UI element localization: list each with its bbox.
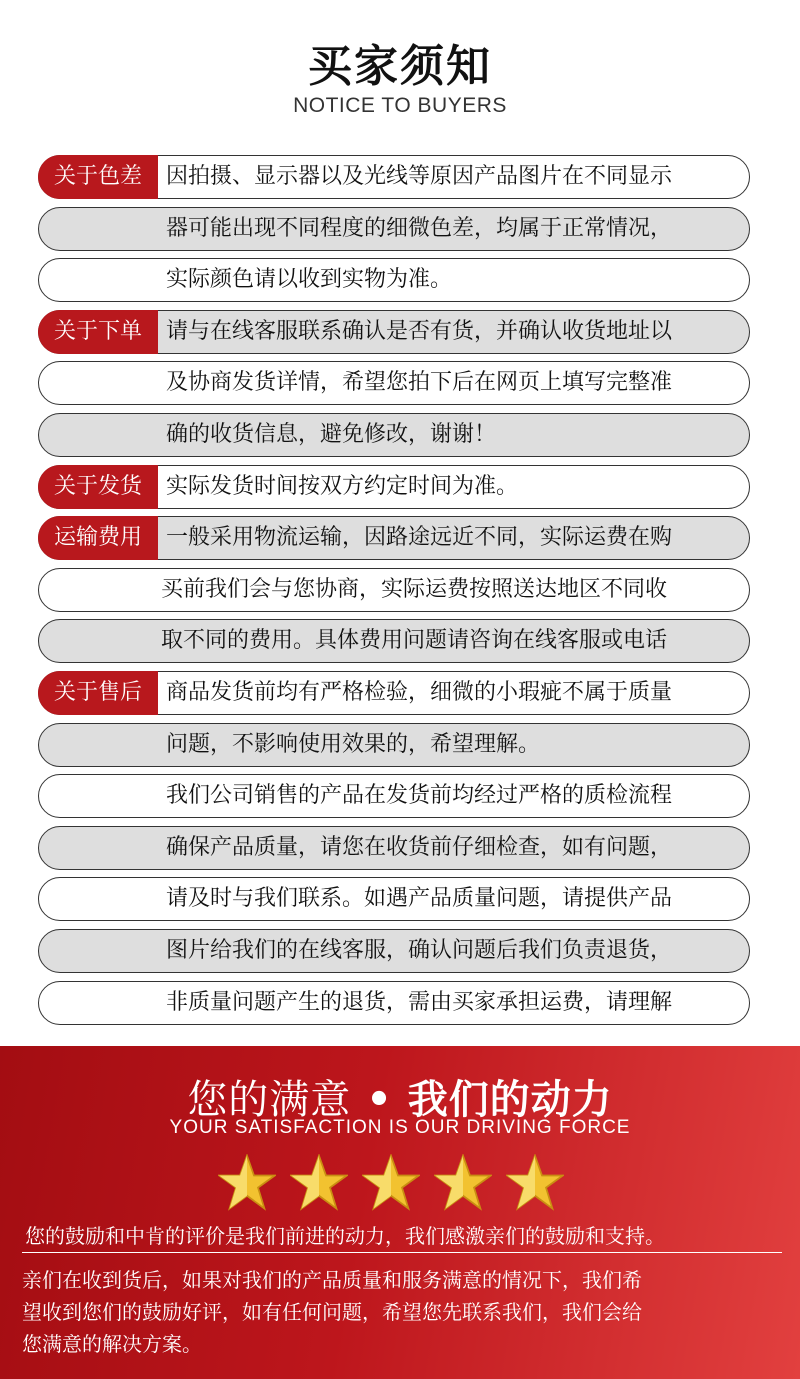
notice-row: [38, 207, 750, 251]
row-label-ordering: 关于下单: [38, 310, 158, 354]
notice-row: [38, 155, 750, 199]
row-text: 一般采用物流运输，因路途远近不同，实际运费在购: [166, 525, 673, 551]
star-icon: [506, 1154, 564, 1212]
row-label-shipping: 关于发货: [38, 465, 158, 509]
banner-paragraph: [22, 1264, 772, 1360]
banner-thanks-line: 您的鼓励和中肯的评价是我们前进的动力，我们感激亲们的鼓励和支持。: [25, 1224, 665, 1248]
row-text: 我们公司销售的产品在发货前均经过严格的质检流程: [166, 783, 673, 809]
row-text: 非质量问题产生的退货，需由买家承担运费，请理解: [166, 989, 673, 1015]
page-subtitle: NOTICE TO BUYERS: [293, 94, 507, 117]
star-icon: [434, 1154, 492, 1212]
notice-row: [38, 258, 750, 302]
row-text: 器可能出现不同程度的细微色差，均属于正常情况，: [166, 215, 673, 241]
notice-row: [38, 465, 750, 509]
notice-row: [38, 568, 750, 612]
divider: [22, 1252, 782, 1253]
paragraph-line: 亲们在收到货后，如果对我们的产品质量和服务满意的情况下，我们希: [22, 1268, 642, 1292]
star-icon: [218, 1154, 276, 1212]
satisfaction-banner: [0, 1046, 800, 1379]
header: [0, 0, 800, 150]
row-text: 图片给我们的在线客服，确认问题后我们负责退货，: [166, 937, 673, 963]
row-text: 问题，不影响使用效果的，希望理解。: [166, 731, 541, 757]
notice-rows: [38, 155, 750, 1032]
paragraph-line: 望收到您们的鼓励好评，如有任何问题，希望您先联系我们，我们会给: [22, 1300, 642, 1324]
row-text: 及协商发货详情，希望您拍下后在网页上填写完整准: [166, 370, 673, 396]
notice-row: [38, 516, 750, 560]
banner-title-part2: 我们的动力: [407, 1077, 613, 1123]
row-text: 实际颜色请以收到实物为准。: [166, 267, 453, 293]
paragraph-line: 您满意的解决方案。: [22, 1332, 202, 1356]
banner-title-part1: 您的满意: [187, 1077, 352, 1123]
row-text: 确的收货信息，避免修改，谢谢！: [166, 421, 497, 447]
banner-title-dot: •: [351, 1077, 408, 1123]
notice-row: [38, 310, 750, 354]
notice-row: [38, 361, 750, 405]
star-icon: [362, 1154, 420, 1212]
star-rating: [218, 1154, 578, 1214]
notice-row: [38, 929, 750, 973]
banner-subtitle: YOUR SATISFACTION IS OUR DRIVING FORCE: [169, 1117, 631, 1138]
notice-row: [38, 619, 750, 663]
star-icon: [290, 1154, 348, 1212]
row-label-color-difference: 关于色差: [38, 155, 158, 199]
notice-row: [38, 413, 750, 457]
row-text: 商品发货前均有严格检验，细微的小瑕疵不属于质量: [166, 679, 673, 705]
row-text: 请与在线客服联系确认是否有货，并确认收货地址以: [166, 318, 673, 344]
notice-row: [38, 774, 750, 818]
row-text: 买前我们会与您协商，实际运费按照送达地区不同收: [161, 576, 668, 602]
row-label-after-sales: 关于售后: [38, 671, 158, 715]
notice-row: [38, 826, 750, 870]
notice-row: [38, 877, 750, 921]
row-label-freight: 运输费用: [38, 516, 158, 560]
row-text: 实际发货时间按双方约定时间为准。: [166, 473, 519, 499]
row-text: 取不同的费用。具体费用问题请咨询在线客服或电话: [161, 628, 668, 654]
row-text: 请及时与我们联系。如遇产品质量问题，请提供产品: [166, 886, 673, 912]
notice-row: [38, 671, 750, 715]
row-text: 确保产品质量，请您在收货前仔细检查，如有问题，: [166, 834, 673, 860]
row-text: 因拍摄、显示器以及光线等原因产品图片在不同显示: [166, 164, 673, 189]
notice-row: [38, 723, 750, 767]
notice-row: [38, 981, 750, 1025]
page-title: 买家须知: [308, 41, 492, 92]
